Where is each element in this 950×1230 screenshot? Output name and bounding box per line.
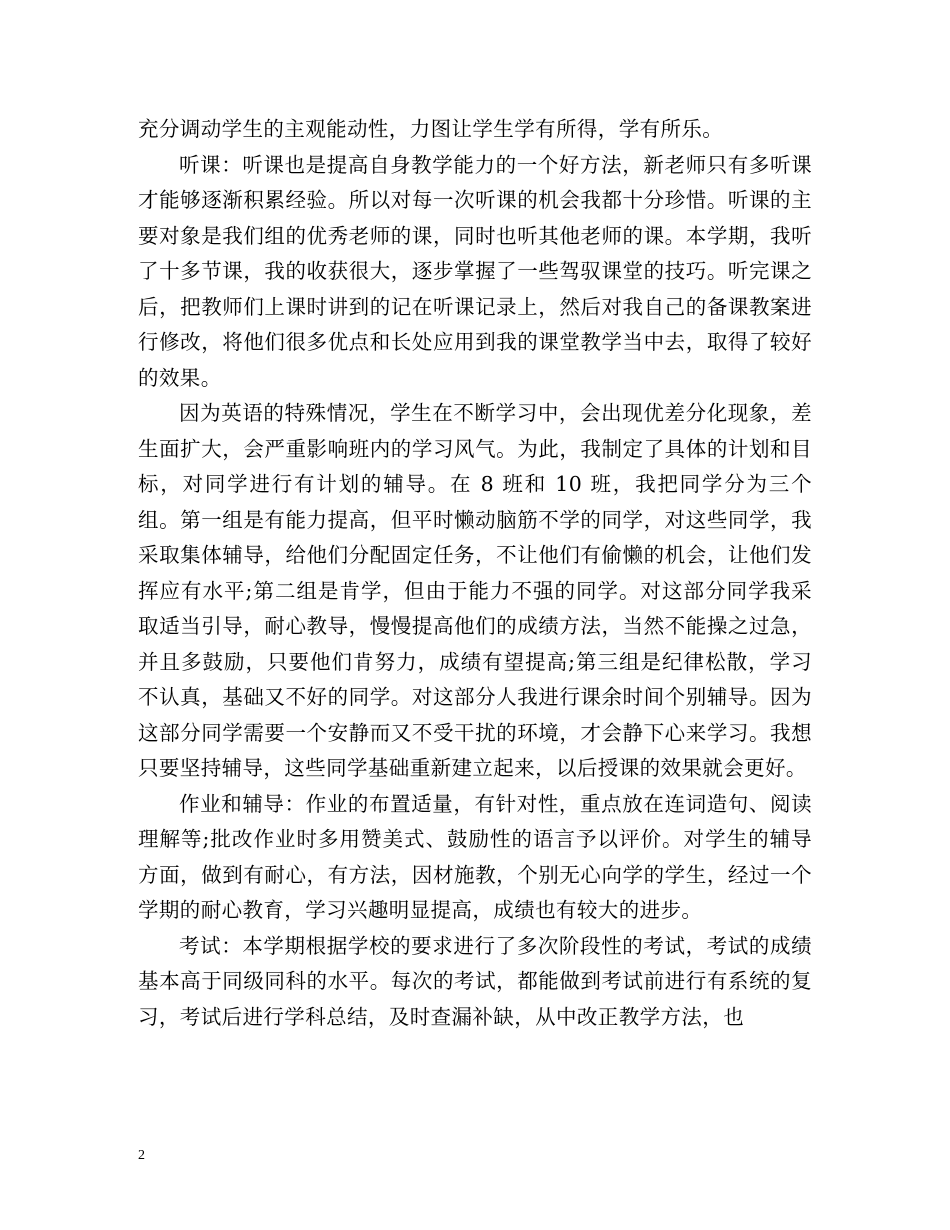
paragraph-1: 充分调动学生的主观能动性，力图让学生学有所得，学有所乐。 bbox=[138, 117, 724, 141]
document-body bbox=[138, 112, 812, 1035]
paragraph-tutoring-groups: 因为英语的特殊情况，学生在不断学习中，会出现优差分化现象，差生面扩大，会严重影响班内的学习风气。为此，我制定了具体的计划和目标，对同学进行有计划的辅导。在 8 班和 10 班，我把同学分为三个组。第一组是有能力提高，但平时懒动脑筋不学的同学，对这些同学，我采取集体辅导，给他们分配固定任务，不让他们有偷懒的机会，让他们发挥应有水平;第二组是肯学，但由于能力不强的同学。对这部分同学我采取适当引导，耐心教导，慢慢提高他们的成绩方法，当然不能操之过急，并且多鼓励，只要他们肯努力，成绩有望提高;第三组是纪律松散，学习不认真，基础又不好的同学。对这部分人我进行课余时间个别辅导。因为这部分同学需要一个安静而又不受干扰的环境，才会静下心来学习。我想只要坚持辅导，这些同学基础重新建立起来，以后授课的效果就会更好。 bbox=[138, 401, 812, 780]
page-number: 2 bbox=[138, 1148, 145, 1163]
paragraph-listening: 听课：听课也是提高自身教学能力的一个好方法，新老师只有多听课才能够逐渐积累经验。所以对每一次听课的机会我都十分珍惜。听课的主要对象是我们组的优秀老师的课，同时也听其他老师的课。本学期，我听了十多节课，我的收获很大，逐步掌握了一些驾驭课堂的技巧。听完课之后，把教师们上课时讲到的记在听课记录上，然后对我自己的备课教案进行修改，将他们很多优点和长处应用到我的课堂教学当中去，取得了较好的效果。 bbox=[138, 152, 812, 390]
paragraph-exams: 考试：本学期根据学校的要求进行了多次阶段性的考试，考试的成绩基本高于同级同科的水平。每次的考试，都能做到考试前进行有系统的复习，考试后进行学科总结，及时查漏补缺，从中改正教学方法，也 bbox=[138, 933, 812, 1029]
paragraph-homework: 作业和辅导：作业的布置适量，有针对性，重点放在连词造句、阅读理解等;批改作业时多用赞美式、鼓励性的语言予以评价。对学生的辅导方面，做到有耐心，有方法，因材施教，个别无心向学的学生，经过一个学期的耐心教育，学习兴趣明显提高，成绩也有较大的进步。 bbox=[138, 791, 812, 922]
